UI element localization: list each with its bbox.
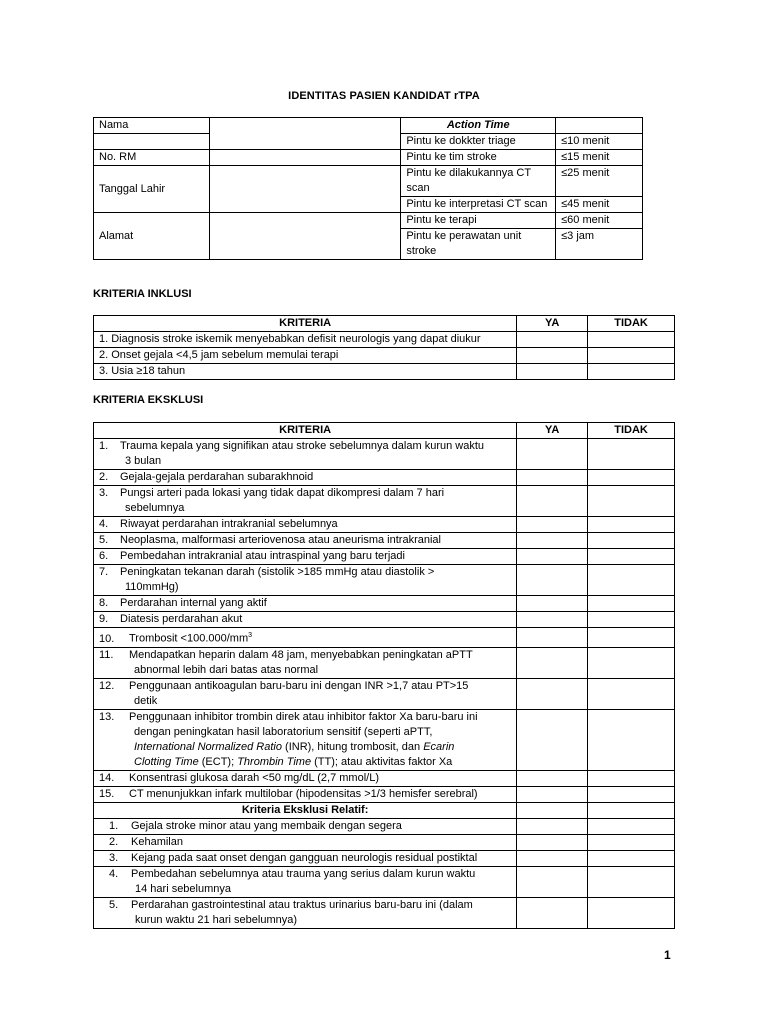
- exclusion-heading: KRITERIA EKSKLUSI: [93, 394, 204, 406]
- action-time-header-blank: [556, 118, 643, 134]
- table-row: [94, 647, 675, 678]
- checkbox-ya[interactable]: [517, 647, 588, 678]
- checkbox-tidak[interactable]: [588, 364, 675, 380]
- checkbox-ya[interactable]: [517, 517, 588, 533]
- relative-criterion-5: 5. Perdarahan gastrointestinal atau traktus urinarius baru-baru ini (dalam kurun waktu 21 hari sebelumnya): [94, 897, 517, 928]
- table-row: [94, 866, 675, 897]
- exclusion-criterion-1: 1. Trauma kepala yang signifikan atau stroke sebelumnya dalam kurun waktu 3 bulan: [94, 439, 517, 470]
- action-label-4: Pintu ke interpretasi CT scan: [401, 197, 556, 213]
- table-row: [94, 348, 675, 364]
- exclusion-criterion-10: 10. Trombosit $<100.000/mm^3$: [94, 628, 517, 648]
- checkbox-ya[interactable]: [517, 770, 588, 786]
- checkbox-tidak[interactable]: [588, 628, 675, 648]
- checkbox-ya[interactable]: [517, 628, 588, 648]
- table-row: [94, 612, 675, 628]
- relative-exclusion-heading: Kriteria Eksklusi Relatif:: [94, 802, 517, 818]
- table-row: [94, 786, 675, 802]
- table-row: [94, 332, 675, 348]
- exclusion-criterion-4: 4. Riwayat perdarahan intrakranial sebelumnya: [94, 517, 517, 533]
- checkbox-ya[interactable]: [517, 786, 588, 802]
- checkbox-ya[interactable]: [517, 470, 588, 486]
- exclusion-criterion-6: 6. Pembedahan intrakranial atau intraspinal yang baru terjadi: [94, 549, 517, 565]
- inclusion-heading: KRITERIA INKLUSI: [93, 288, 192, 300]
- checkbox-ya[interactable]: [517, 709, 588, 770]
- table-row: [94, 628, 675, 648]
- checkbox-tidak[interactable]: [588, 834, 675, 850]
- checkbox-ya[interactable]: [517, 818, 588, 834]
- checkbox-ya[interactable]: [517, 348, 588, 364]
- exclusion-criterion-7: 7. Peningkatan tekanan darah (sistolik >185 mmHg atau diastolik > 110mmHg): [94, 565, 517, 596]
- checkbox-tidak[interactable]: [588, 866, 675, 897]
- field-value-tanggal-lahir[interactable]: [209, 166, 401, 213]
- table-row: [94, 517, 675, 533]
- relative-criterion-1: 1. Gejala stroke minor atau yang membaik dengan segera: [94, 818, 517, 834]
- field-label-nama: Nama: [94, 118, 210, 134]
- checkbox-tidak[interactable]: [588, 612, 675, 628]
- exclusion-criterion-11: 11. Mendapatkan heparin dalam 48 jam, menyebabkan peningkatan aPTT abnormal lebih dari batas atas normal: [94, 647, 517, 678]
- table-row: [94, 850, 675, 866]
- table-row: [94, 709, 675, 770]
- checkbox-ya[interactable]: [517, 549, 588, 565]
- field-label-no-rm: No. RM: [94, 150, 210, 166]
- checkbox-tidak[interactable]: [588, 897, 675, 928]
- table-row: [94, 549, 675, 565]
- checkbox-ya[interactable]: [517, 486, 588, 517]
- table-row: [94, 533, 675, 549]
- table-row: [94, 818, 675, 834]
- exclusion-criterion-15: 15. CT menunjukkan infark multilobar (hipodensitas >1/3 hemisfer serebral): [94, 786, 517, 802]
- action-value-4: ≤45 menit: [556, 197, 643, 213]
- checkbox-tidak[interactable]: [588, 850, 675, 866]
- checkbox-tidak[interactable]: [588, 439, 675, 470]
- exclusion-criterion-13: 13. Penggunaan inhibitor trombin direk atau inhibitor faktor Xa baru-baru ini dengan peningkatan hasil laboratorium sensitif (seperti aPTT, International Normalized Ratio (INR), hitung trombosit, dan Ecarin Clotting Time (ECT); Thrombin Time (TT); atau aktivitas faktor Xa: [94, 709, 517, 770]
- exclusion-criterion-3: 3. Pungsi arteri pada lokasi yang tidak dapat dikompresi dalam 7 hari sebelumnya: [94, 486, 517, 517]
- page-title: IDENTITAS PASIEN KANDIDAT rTPA: [288, 90, 480, 102]
- checkbox-tidak[interactable]: [588, 549, 675, 565]
- relative-heading-blank-tidak: [588, 802, 675, 818]
- action-value-1: ≤10 menit: [556, 134, 643, 150]
- exclusion-criterion-14: 14. Konsentrasi glukosa darah <50 mg/dL (2,7 mmol/L): [94, 770, 517, 786]
- checkbox-ya[interactable]: [517, 332, 588, 348]
- identity-table: [93, 117, 643, 260]
- checkbox-tidak[interactable]: [588, 565, 675, 596]
- action-time-header: Action Time: [401, 118, 556, 134]
- relative-heading-blank-ya: [517, 802, 588, 818]
- exclusion-col-tidak: TIDAK: [588, 423, 675, 439]
- checkbox-tidak[interactable]: [588, 818, 675, 834]
- checkbox-ya[interactable]: [517, 678, 588, 709]
- table-row: [94, 470, 675, 486]
- action-value-3: ≤25 menit: [556, 166, 643, 197]
- action-value-6: ≤3 jam: [556, 229, 643, 260]
- exclusion-criterion-5: 5. Neoplasma, malformasi arteriovenosa atau aneurisma intrakranial: [94, 533, 517, 549]
- checkbox-tidak[interactable]: [588, 486, 675, 517]
- checkbox-ya[interactable]: [517, 866, 588, 897]
- inclusion-col-tidak: TIDAK: [588, 316, 675, 332]
- inclusion-criterion-2: 2. Onset gejala <4,5 jam sebelum memulai terapi: [94, 348, 517, 364]
- table-row: [94, 678, 675, 709]
- exclusion-criterion-8: 8. Perdarahan internal yang aktif: [94, 596, 517, 612]
- checkbox-ya[interactable]: [517, 834, 588, 850]
- action-label-6: Pintu ke perawatan unit stroke: [401, 229, 556, 260]
- table-row: [94, 770, 675, 786]
- checkbox-ya[interactable]: [517, 850, 588, 866]
- field-label-alamat: Alamat: [94, 213, 210, 260]
- field-label-tanggal-lahir: Tanggal Lahir: [94, 166, 210, 213]
- inclusion-col-ya: YA: [517, 316, 588, 332]
- action-label-2: Pintu ke tim stroke: [401, 150, 556, 166]
- field-value-alamat[interactable]: [209, 213, 401, 260]
- table-row: [94, 897, 675, 928]
- checkbox-tidak[interactable]: [588, 678, 675, 709]
- exclusion-criterion-12: 12. Penggunaan antikoagulan baru-baru ini dengan INR >1,7 atau PT>15 detik: [94, 678, 517, 709]
- action-label-3: Pintu ke dilakukannya CT scan: [401, 166, 556, 197]
- checkbox-tidak[interactable]: [588, 770, 675, 786]
- table-row: [94, 596, 675, 612]
- checkbox-tidak[interactable]: [588, 517, 675, 533]
- page-number: 1: [664, 948, 671, 962]
- checkbox-ya[interactable]: [517, 533, 588, 549]
- checkbox-tidak[interactable]: [588, 533, 675, 549]
- checkbox-tidak[interactable]: [588, 470, 675, 486]
- checkbox-ya[interactable]: [517, 565, 588, 596]
- inclusion-col-kriteria: KRITERIA: [94, 316, 517, 332]
- exclusion-col-ya: YA: [517, 423, 588, 439]
- relative-criterion-3: 3. Kejang pada saat onset dengan gangguan neurologis residual postiktal: [94, 850, 517, 866]
- exclusion-col-kriteria: KRITERIA: [94, 423, 517, 439]
- action-value-5: ≤60 menit: [556, 213, 643, 229]
- table-row: [94, 486, 675, 517]
- inclusion-criterion-1: 1. Diagnosis stroke iskemik menyebabkan defisit neurologis yang dapat diukur: [94, 332, 517, 348]
- action-label-5: Pintu ke terapi: [401, 213, 556, 229]
- checkbox-ya[interactable]: [517, 364, 588, 380]
- checkbox-ya[interactable]: [517, 439, 588, 470]
- table-row: [94, 439, 675, 470]
- checkbox-tidak[interactable]: [588, 596, 675, 612]
- relative-criterion-4: 4. Pembedahan sebelumnya atau trauma yang serius dalam kurun waktu 14 hari sebelumnya: [94, 866, 517, 897]
- table-row: [94, 834, 675, 850]
- checkbox-tidak[interactable]: [588, 647, 675, 678]
- inclusion-criterion-3: 3. Usia ≥18 tahun: [94, 364, 517, 380]
- field-label-nama-blank: [94, 134, 210, 150]
- checkbox-tidak[interactable]: [588, 786, 675, 802]
- field-value-no-rm[interactable]: [209, 150, 401, 166]
- exclusion-criterion-2: 2. Gejala-gejala perdarahan subarakhnoid: [94, 470, 517, 486]
- action-label-1: Pintu ke dokkter triage: [401, 134, 556, 150]
- checkbox-tidak[interactable]: [588, 709, 675, 770]
- checkbox-ya[interactable]: [517, 596, 588, 612]
- table-row: [94, 364, 675, 380]
- checkbox-ya[interactable]: [517, 612, 588, 628]
- table-row: [94, 565, 675, 596]
- inclusion-table: [93, 315, 675, 380]
- checkbox-tidak[interactable]: [588, 348, 675, 364]
- checkbox-tidak[interactable]: [588, 332, 675, 348]
- field-value-nama[interactable]: [209, 118, 401, 150]
- checkbox-ya[interactable]: [517, 897, 588, 928]
- exclusion-table: [93, 422, 675, 929]
- exclusion-criterion-9: 9. Diatesis perdarahan akut: [94, 612, 517, 628]
- relative-criterion-2: 2. Kehamilan: [94, 834, 517, 850]
- action-value-2: ≤15 menit: [556, 150, 643, 166]
